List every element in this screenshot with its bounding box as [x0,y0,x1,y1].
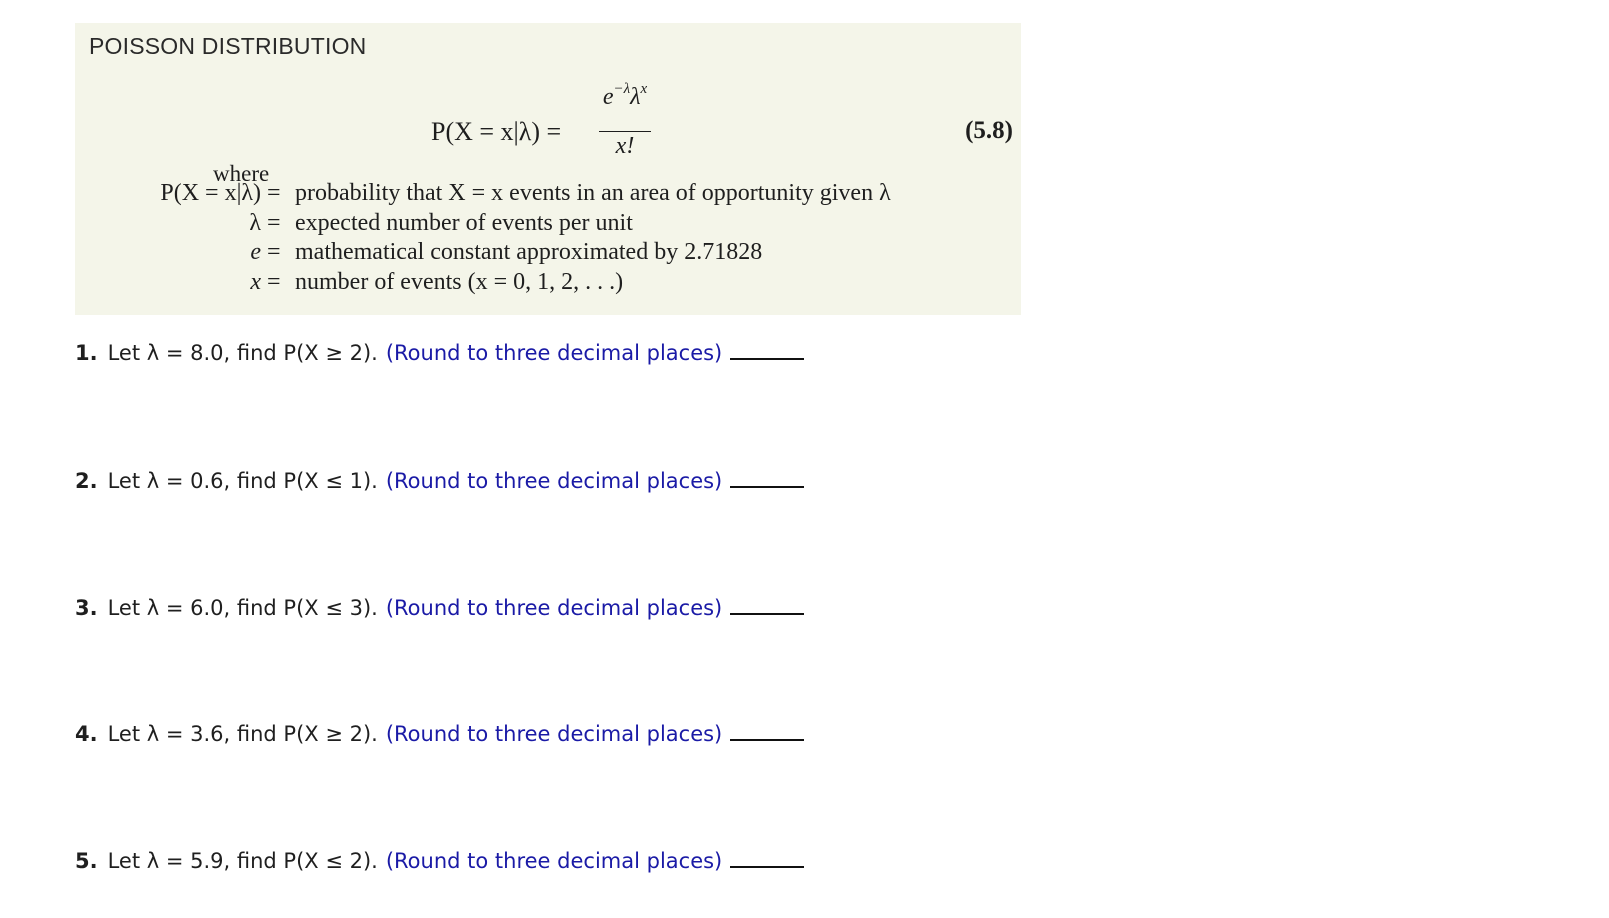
fraction-bar [599,131,651,132]
definition-term: e [250,239,261,265]
definition-text: expected number of events per unit [295,210,633,236]
question-text: Let λ = 3.6, find P(X ≥ 2). [107,722,378,746]
rounding-hint: (Round to three decimal places) [385,722,723,746]
definition-term: λ [249,210,261,236]
question-number: 4. [75,722,98,746]
formula-lhs: P(X = x|λ) = [431,117,562,146]
question-number: 5. [75,849,98,873]
formula-fraction [599,81,651,161]
definition-row [75,180,975,210]
answer-blank[interactable] [730,721,804,741]
question-text: Let λ = 6.0, find P(X ≤ 3). [107,596,378,620]
definition-term: P(X = x|λ) [160,180,261,206]
rounding-hint: (Round to three decimal places) [385,849,723,873]
definition-equals: = [267,239,281,265]
definition-equals: = [267,269,281,295]
definition-row [75,269,975,299]
rounding-hint: (Round to three decimal places) [385,596,723,620]
definition-row [75,239,975,269]
question-text: Let λ = 8.0, find P(X ≥ 2). [107,341,378,365]
formula-box-title: POISSON DISTRIBUTION [89,33,367,59]
definition-text: mathematical constant approximated by 2.71828 [295,239,763,265]
definition-equals: = [267,180,281,206]
question-item [75,340,804,370]
question-text: Let λ = 5.9, find P(X ≤ 2). [107,849,378,873]
formula-denominator: x! [615,133,635,159]
definition-text: number of events (x = 0, 1, 2, . . .) [295,269,624,295]
rounding-hint: (Round to three decimal places) [385,469,723,493]
answer-blank[interactable] [730,468,804,488]
definition-term: x [250,269,261,295]
question-item [75,721,804,751]
definition-text: probability that X = x events in an area of opportunity given λ [295,180,891,206]
question-number: 1. [75,341,98,365]
question-item [75,848,804,878]
question-text: Let λ = 0.6, find P(X ≤ 1). [107,469,378,493]
question-item [75,468,804,498]
answer-blank[interactable] [730,595,804,615]
definition-equals: = [267,210,281,236]
formula-numerator: $e^{-\lambda}\lambda^x$ [602,81,648,110]
answer-blank[interactable] [730,340,804,360]
answer-blank[interactable] [730,848,804,868]
rounding-hint: (Round to three decimal places) [385,341,723,365]
question-number: 2. [75,469,98,493]
poisson-formula [431,81,691,161]
question-number: 3. [75,596,98,620]
definition-row [75,210,975,240]
question-item [75,595,804,625]
where-label: where [213,161,270,186]
poisson-formula-box [75,23,1021,315]
equation-number: (5.8) [965,117,1013,144]
